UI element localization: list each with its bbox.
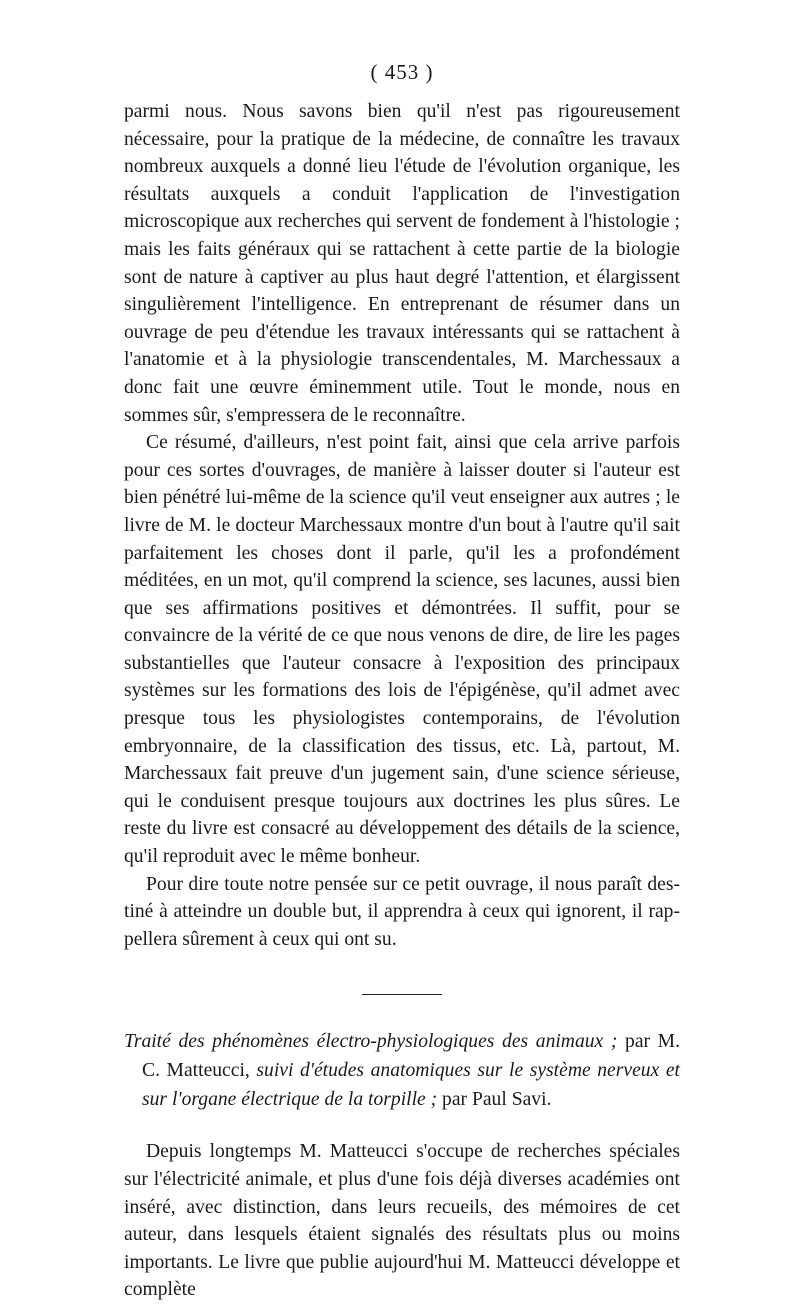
paragraph-intro: parmi nous. Nous savons bien qu'il n'est pas rigoureusement nécessaire, pour la pratique de la médecine, de connaître les travaux nombreux auxquels a donné lieu l'étude de l'évolution organique, les résultats auxquels a conduit l'application de l'investigation microscopique aux recherches qui servent de fondement à l'histologie ; mais les faits généraux qui se rattachent à cette partie de la biologie sont de nature à captiver au plus haut degré l'attention, et élargissent singulièrement l'intelligence. En entreprenant de résumer dans un ouvrage de peu d'étendue les travaux intéressants qui se rattachent à l'anatomie et à la physiologie transcendentales, M. Marchessaux a donc fait une œuvre éminemment utile. Tout le monde, nous en sommes sûr, s'empressera de le reconnaître.: [124, 101, 680, 426]
paragraph-matteucci: Depuis longtemps M. Matteucci s'occupe de recherches spéciales sur l'électricité animale, et plus d'une fois déjà diverses académies ont inséré, avec distinction, dans leurs recueils, des mémoires de cet auteur, dans lesquels étaient signalés des résultats plus ou moins importants. Le livre que publie aujourd'hui M. Matteucci développe et complète: [124, 1141, 680, 1301]
book-page: [124, 58, 680, 1304]
review-author-1: par M. C. Matteucci,: [142, 1031, 680, 1082]
paragraph-resume: Ce résumé, d'ailleurs, n'est point fait, ainsi que cela arrive parfois pour ces sortes d'ouvrages, de manière à laisser douter si l'auteur est bien pénétré lui-même de la science qu'il veut enseigner aux autres ; le livre de M. le docteur Marchessaux montre d'un bout à l'autre qu'il sait parfaitement les choses dont il parle, qu'il les a profondément méditées, en un mot, qu'il comprend la science, ses lacunes, aussi bien que ses affirmations positives et démontrées. Il suffit, pour se convaincre de la vérité de ce que nous venons de dire, de lire les pages substantielles que l'auteur consacre à l'exposition des principaux systèmes sur les formations des lois de l'épigénèse, qu'il admet avec presque tous les physiologistes contemporains, de l'évolution embryonnaire, de la classification des tissus, etc. Là, partout, M. Marchessaux fait preuve d'un jugement sain, d'une science sérieuse, qui le conduisent presque toujours aux doctrines les plus sûres. Le reste du livre est consacré au développement des détails de la science, qu'il reproduit avec le même bonheur.: [124, 432, 680, 868]
review-title-part-2: suivi d'études anatomiques sur le système nerveux et sur l'organe électrique de la torpille ;: [142, 1060, 680, 1111]
paragraph-conclusion: Pour dire toute notre pensée sur ce petit ouvrage, il nous paraît destiné à atteindre un double but, il apprendra à ceux qui ignorent, il rappellera sûrement à ceux qui ont su.: [124, 873, 680, 950]
review-author-2: par Paul Savi.: [437, 1089, 552, 1111]
section-divider: [362, 994, 442, 995]
review-heading: [124, 1027, 680, 1114]
page-number: ( 453 ): [370, 60, 434, 84]
review-title-part-1: Traité des phénomènes électro-physiologiques des animaux ;: [124, 1031, 618, 1053]
